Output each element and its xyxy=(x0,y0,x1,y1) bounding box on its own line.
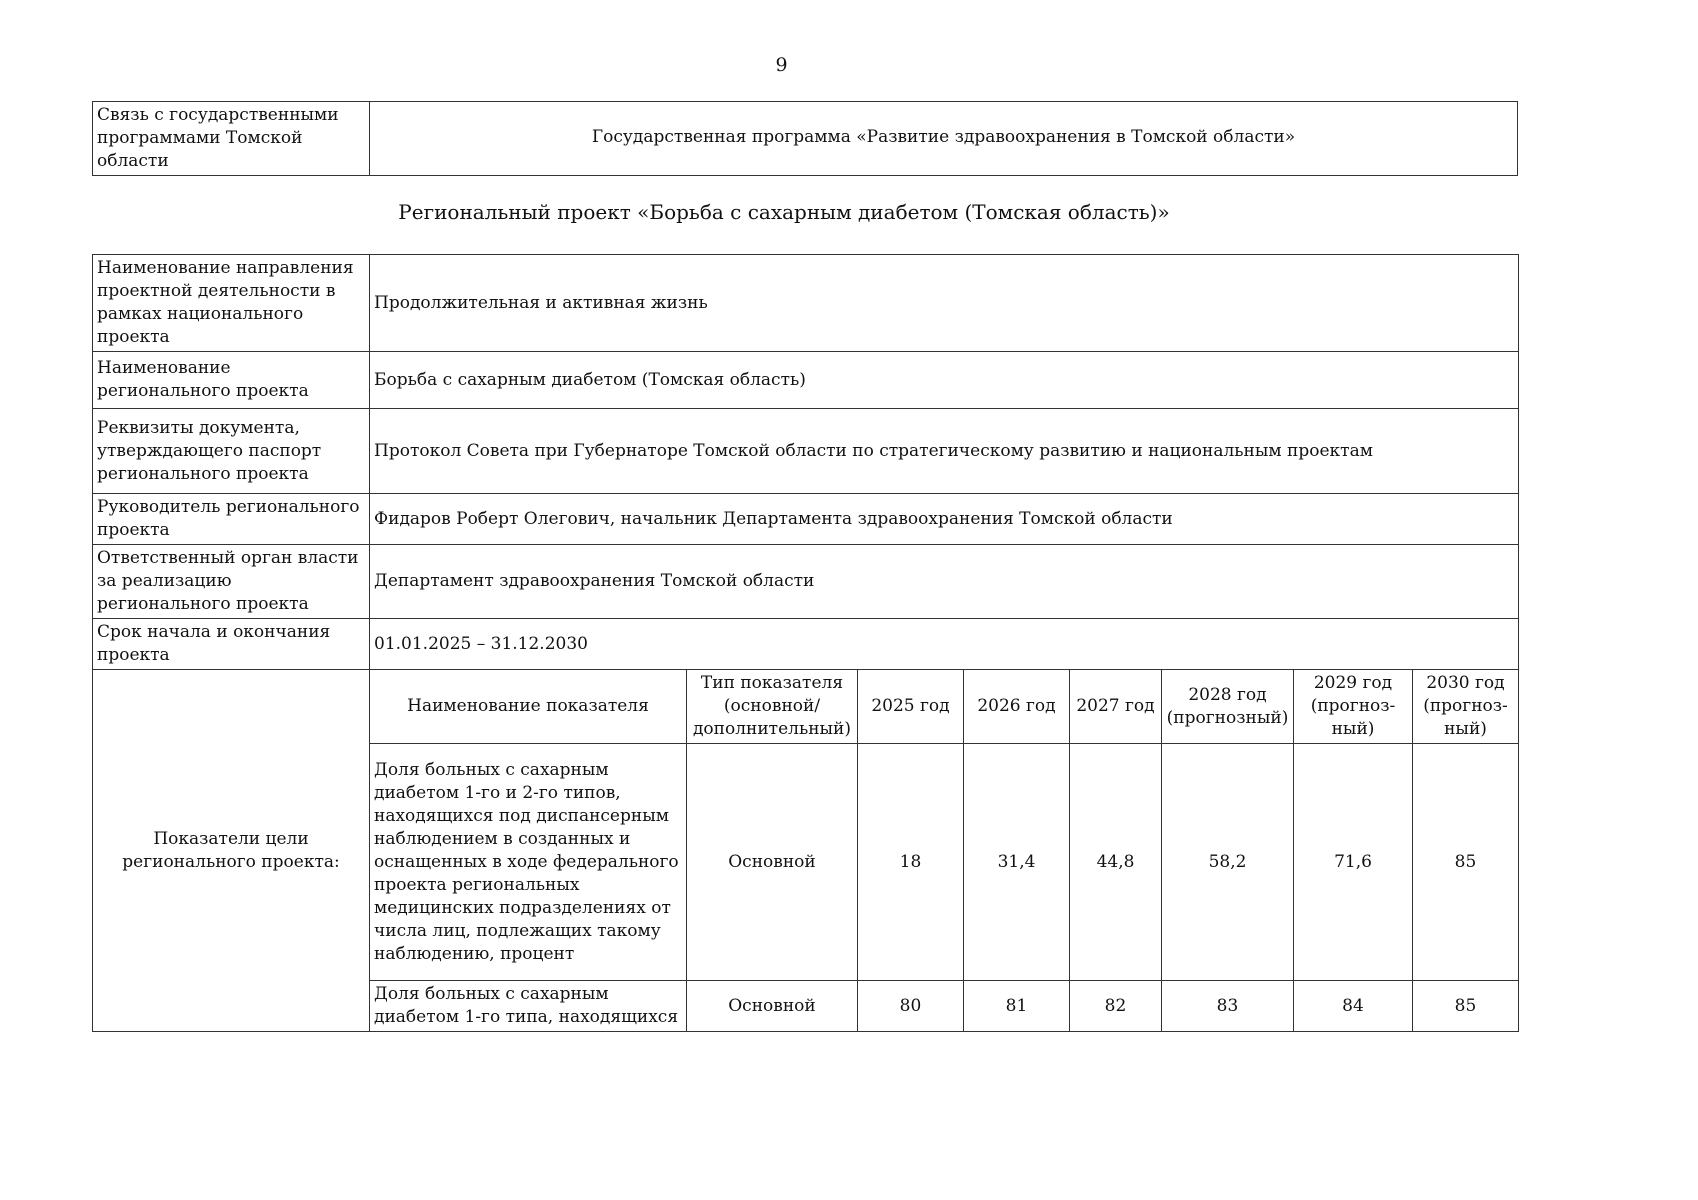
state-program-value: Государственная программа «Развитие здравоохранения в Томской области» xyxy=(370,102,1518,176)
indicator-type: Основной xyxy=(687,744,858,981)
header-2029: 2029 год (прогноз-ный) xyxy=(1294,670,1413,744)
header-2028: 2028 год (прогнозный) xyxy=(1162,670,1294,744)
value-2030: 85 xyxy=(1413,744,1519,981)
indicator-name: Доля больных с сахарным диабетом 1-го и 2-го типов, находящихся под диспансерным наблюдением в созданных и оснащенных в ходе федерального проекта региональных медицинских подразделениях от числа лиц, подлежащих такому наблюдению, процент xyxy=(370,744,687,981)
header-name: Наименование показателя xyxy=(370,670,687,744)
row-label: Реквизиты документа, утверждающего паспорт регионального проекта xyxy=(93,409,370,494)
row-value: 01.01.2025 – 31.12.2030 xyxy=(370,619,1519,670)
header-2026: 2026 год xyxy=(964,670,1070,744)
row-value: Фидаров Роберт Олегович, начальник Департамента здравоохранения Томской области xyxy=(370,494,1519,545)
value-2029: 71,6 xyxy=(1294,744,1413,981)
header-2027: 2027 год xyxy=(1070,670,1162,744)
value-2027: 44,8 xyxy=(1070,744,1162,981)
row-value: Департамент здравоохранения Томской области xyxy=(370,545,1519,619)
header-2030: 2030 год (прогноз-ный) xyxy=(1413,670,1519,744)
row-value: Борьба с сахарным диабетом (Томская область) xyxy=(370,352,1519,409)
state-program-label: Связь с государственными программами Томской области xyxy=(93,102,370,176)
indicator-name: Доля больных с сахарным диабетом 1-го типа, находящихся xyxy=(370,981,687,1032)
value-2028: 83 xyxy=(1162,981,1294,1032)
row-label: Руководитель регионального проекта xyxy=(93,494,370,545)
value-2027: 82 xyxy=(1070,981,1162,1032)
row-label: Ответственный орган власти за реализацию регионального проекта xyxy=(93,545,370,619)
value-2026: 31,4 xyxy=(964,744,1070,981)
row-value: Протокол Совета при Губернаторе Томской области по стратегическому развитию и национальным проектам xyxy=(370,409,1519,494)
row-label: Срок начала и окончания проекта xyxy=(93,619,370,670)
row-label: Наименование регионального проекта xyxy=(93,352,370,409)
table-row xyxy=(93,545,1519,619)
state-program-table xyxy=(92,101,1518,176)
header-type: Тип показателя (основной/ дополнительный) xyxy=(687,670,858,744)
table-row xyxy=(93,352,1519,409)
row-value: Продолжительная и активная жизнь xyxy=(370,255,1519,352)
table-row xyxy=(93,102,1518,176)
value-2030: 85 xyxy=(1413,981,1519,1032)
value-2029: 84 xyxy=(1294,981,1413,1032)
header-2025: 2025 год xyxy=(858,670,964,744)
table-row xyxy=(93,494,1519,545)
indicator-type: Основной xyxy=(687,981,858,1032)
value-2025: 18 xyxy=(858,744,964,981)
section-title: Региональный проект «Борьба с сахарным диабетом (Томская область)» xyxy=(398,200,1170,224)
table-row xyxy=(93,619,1519,670)
value-2025: 80 xyxy=(858,981,964,1032)
value-2026: 81 xyxy=(964,981,1070,1032)
indicators-header-row xyxy=(93,670,1519,744)
page-number: 9 xyxy=(775,54,788,76)
project-passport-table xyxy=(92,254,1519,1032)
table-row xyxy=(93,409,1519,494)
table-row xyxy=(93,255,1519,352)
value-2028: 58,2 xyxy=(1162,744,1294,981)
indicators-label: Показатели цели регионального проекта: xyxy=(93,670,370,1032)
row-label: Наименование направления проектной деятельности в рамках национального проекта xyxy=(93,255,370,352)
